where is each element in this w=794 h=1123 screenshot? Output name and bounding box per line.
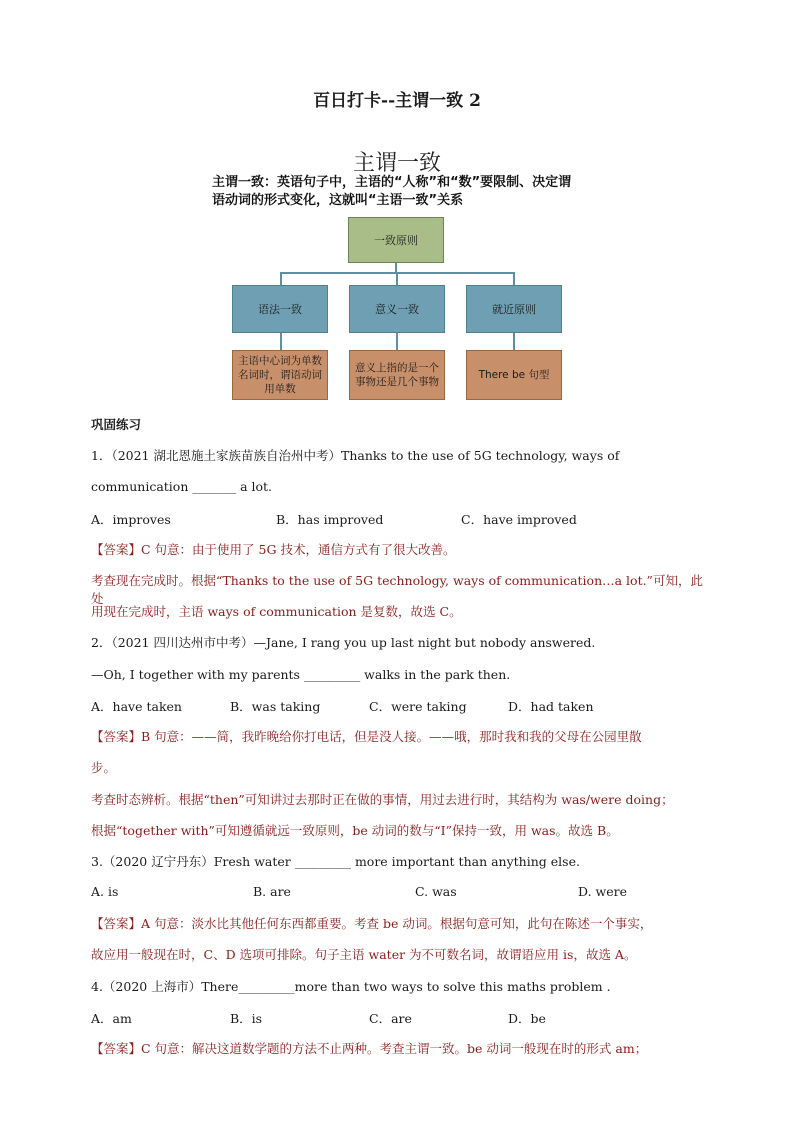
- answer-text: B 句意：——简，我昨晚给你打电话，但是没人接。——哦，那时我和我的父母在公园里散: [141, 729, 642, 744]
- question-stem: communication _______ a lot.: [91, 479, 273, 494]
- answer-explanation: 考查现在完成时。根据“Thanks to the use of 5G technology, ways of communication…a lot.”可知，此处: [91, 573, 703, 606]
- option: D．be: [508, 1011, 546, 1026]
- connector-line: [280, 333, 282, 350]
- answer-label: 【答案】: [91, 542, 142, 557]
- connector-line: [513, 272, 515, 285]
- diagram-leaf-grammar: 主语中心词为单数名词时，谓语动词用单数: [232, 350, 328, 400]
- question-stem: 2．（2021 四川达州市中考）—Jane, I rang you up last night but nobody answered.: [91, 635, 596, 650]
- option: D. were: [578, 884, 627, 899]
- option: B．was taking: [230, 699, 321, 714]
- connector-line: [396, 272, 398, 285]
- diagram-leaf-proximity: There be 句型: [466, 350, 562, 400]
- answer-line: [91, 541, 711, 559]
- question-stem: 1．（2021 湖北恩施土家族苗族自治州中考）Thanks to the use of 5G technology, ways of: [91, 448, 620, 463]
- page-title: 百日打卡--主谓一致 2: [313, 91, 481, 111]
- option: D．had taken: [508, 699, 594, 714]
- diagram-root-box: 一致原则: [348, 217, 444, 263]
- slide-description: 主谓一致：英语句子中，主语的“人称”和“数”要限制、决定谓语动词的形式变化，这就叫“主语一致”关系: [212, 175, 572, 208]
- option: A．improves: [91, 512, 171, 527]
- option: C．are: [369, 1011, 412, 1026]
- answer-text: A 句意：淡水比其他任何东西都重要。考查 be 动词。根据句意可知，此句在陈述一个事实，: [141, 916, 653, 931]
- answer-explanation: 故应用一般现在时，C、D 选项可排除。句子主语 water 为不可数名词，故谓语应用 is，故选 A。: [91, 947, 637, 962]
- answer-line: [91, 915, 711, 933]
- diagram-branch-grammar: 语法一致: [232, 285, 328, 333]
- option: C．were taking: [369, 699, 467, 714]
- option: A. is: [91, 884, 119, 899]
- connector-line: [513, 333, 515, 350]
- option: C. was: [415, 884, 457, 899]
- diagram-branch-proximity: 就近原则: [466, 285, 562, 333]
- connector-line: [280, 272, 282, 285]
- option: A．have taken: [91, 699, 182, 714]
- diagram-leaf-meaning: 意义上指的是一个事物还是几个事物: [349, 350, 445, 400]
- answer-text: C 句意：由于使用了 5G 技术，通信方式有了很大改善。: [141, 542, 456, 557]
- answer-explanation: 考查时态辨析。根据“then”可知讲过去那时正在做的事情，用过去进行时，其结构为 was/were doing；: [91, 792, 674, 807]
- answer-line: [91, 728, 711, 746]
- answer-explanation: 用现在完成时，主语 ways of communication 是复数，故选 C。: [91, 604, 462, 619]
- answer-text: C 句意：解决这道数学题的方法不止两种。考查主谓一致。be 动词一般现在时的形式 am；: [141, 1041, 648, 1056]
- diagram-branch-meaning: 意义一致: [349, 285, 445, 333]
- option: B．is: [230, 1011, 263, 1026]
- option: B．has improved: [276, 512, 384, 527]
- answer-label: 【答案】: [91, 1041, 142, 1056]
- slide-title: 主谓一致: [352, 151, 441, 176]
- answer-explanation: 步。: [91, 760, 117, 775]
- section-title: 巩固练习: [91, 417, 142, 432]
- option: C．have improved: [461, 512, 577, 527]
- question-stem: 3.（2020 辽宁丹东）Fresh water _________ more important than anything else.: [91, 854, 580, 869]
- answer-line: [91, 1040, 711, 1058]
- option: A．am: [91, 1011, 132, 1026]
- answer-explanation: 根据“together with”可知遵循就远一致原则，be 动词的数与“I”保持一致，用 was。故选 B。: [91, 823, 619, 838]
- connector-line: [396, 333, 398, 350]
- answer-label: 【答案】: [91, 729, 142, 744]
- answer-label: 【答案】: [91, 916, 142, 931]
- question-stem: —Oh, I together with my parents _________ walks in the park then.: [91, 667, 511, 682]
- question-stem: 4.（2020 上海市）There_________more than two ways to solve this maths problem .: [91, 979, 611, 994]
- option: B. are: [253, 884, 291, 899]
